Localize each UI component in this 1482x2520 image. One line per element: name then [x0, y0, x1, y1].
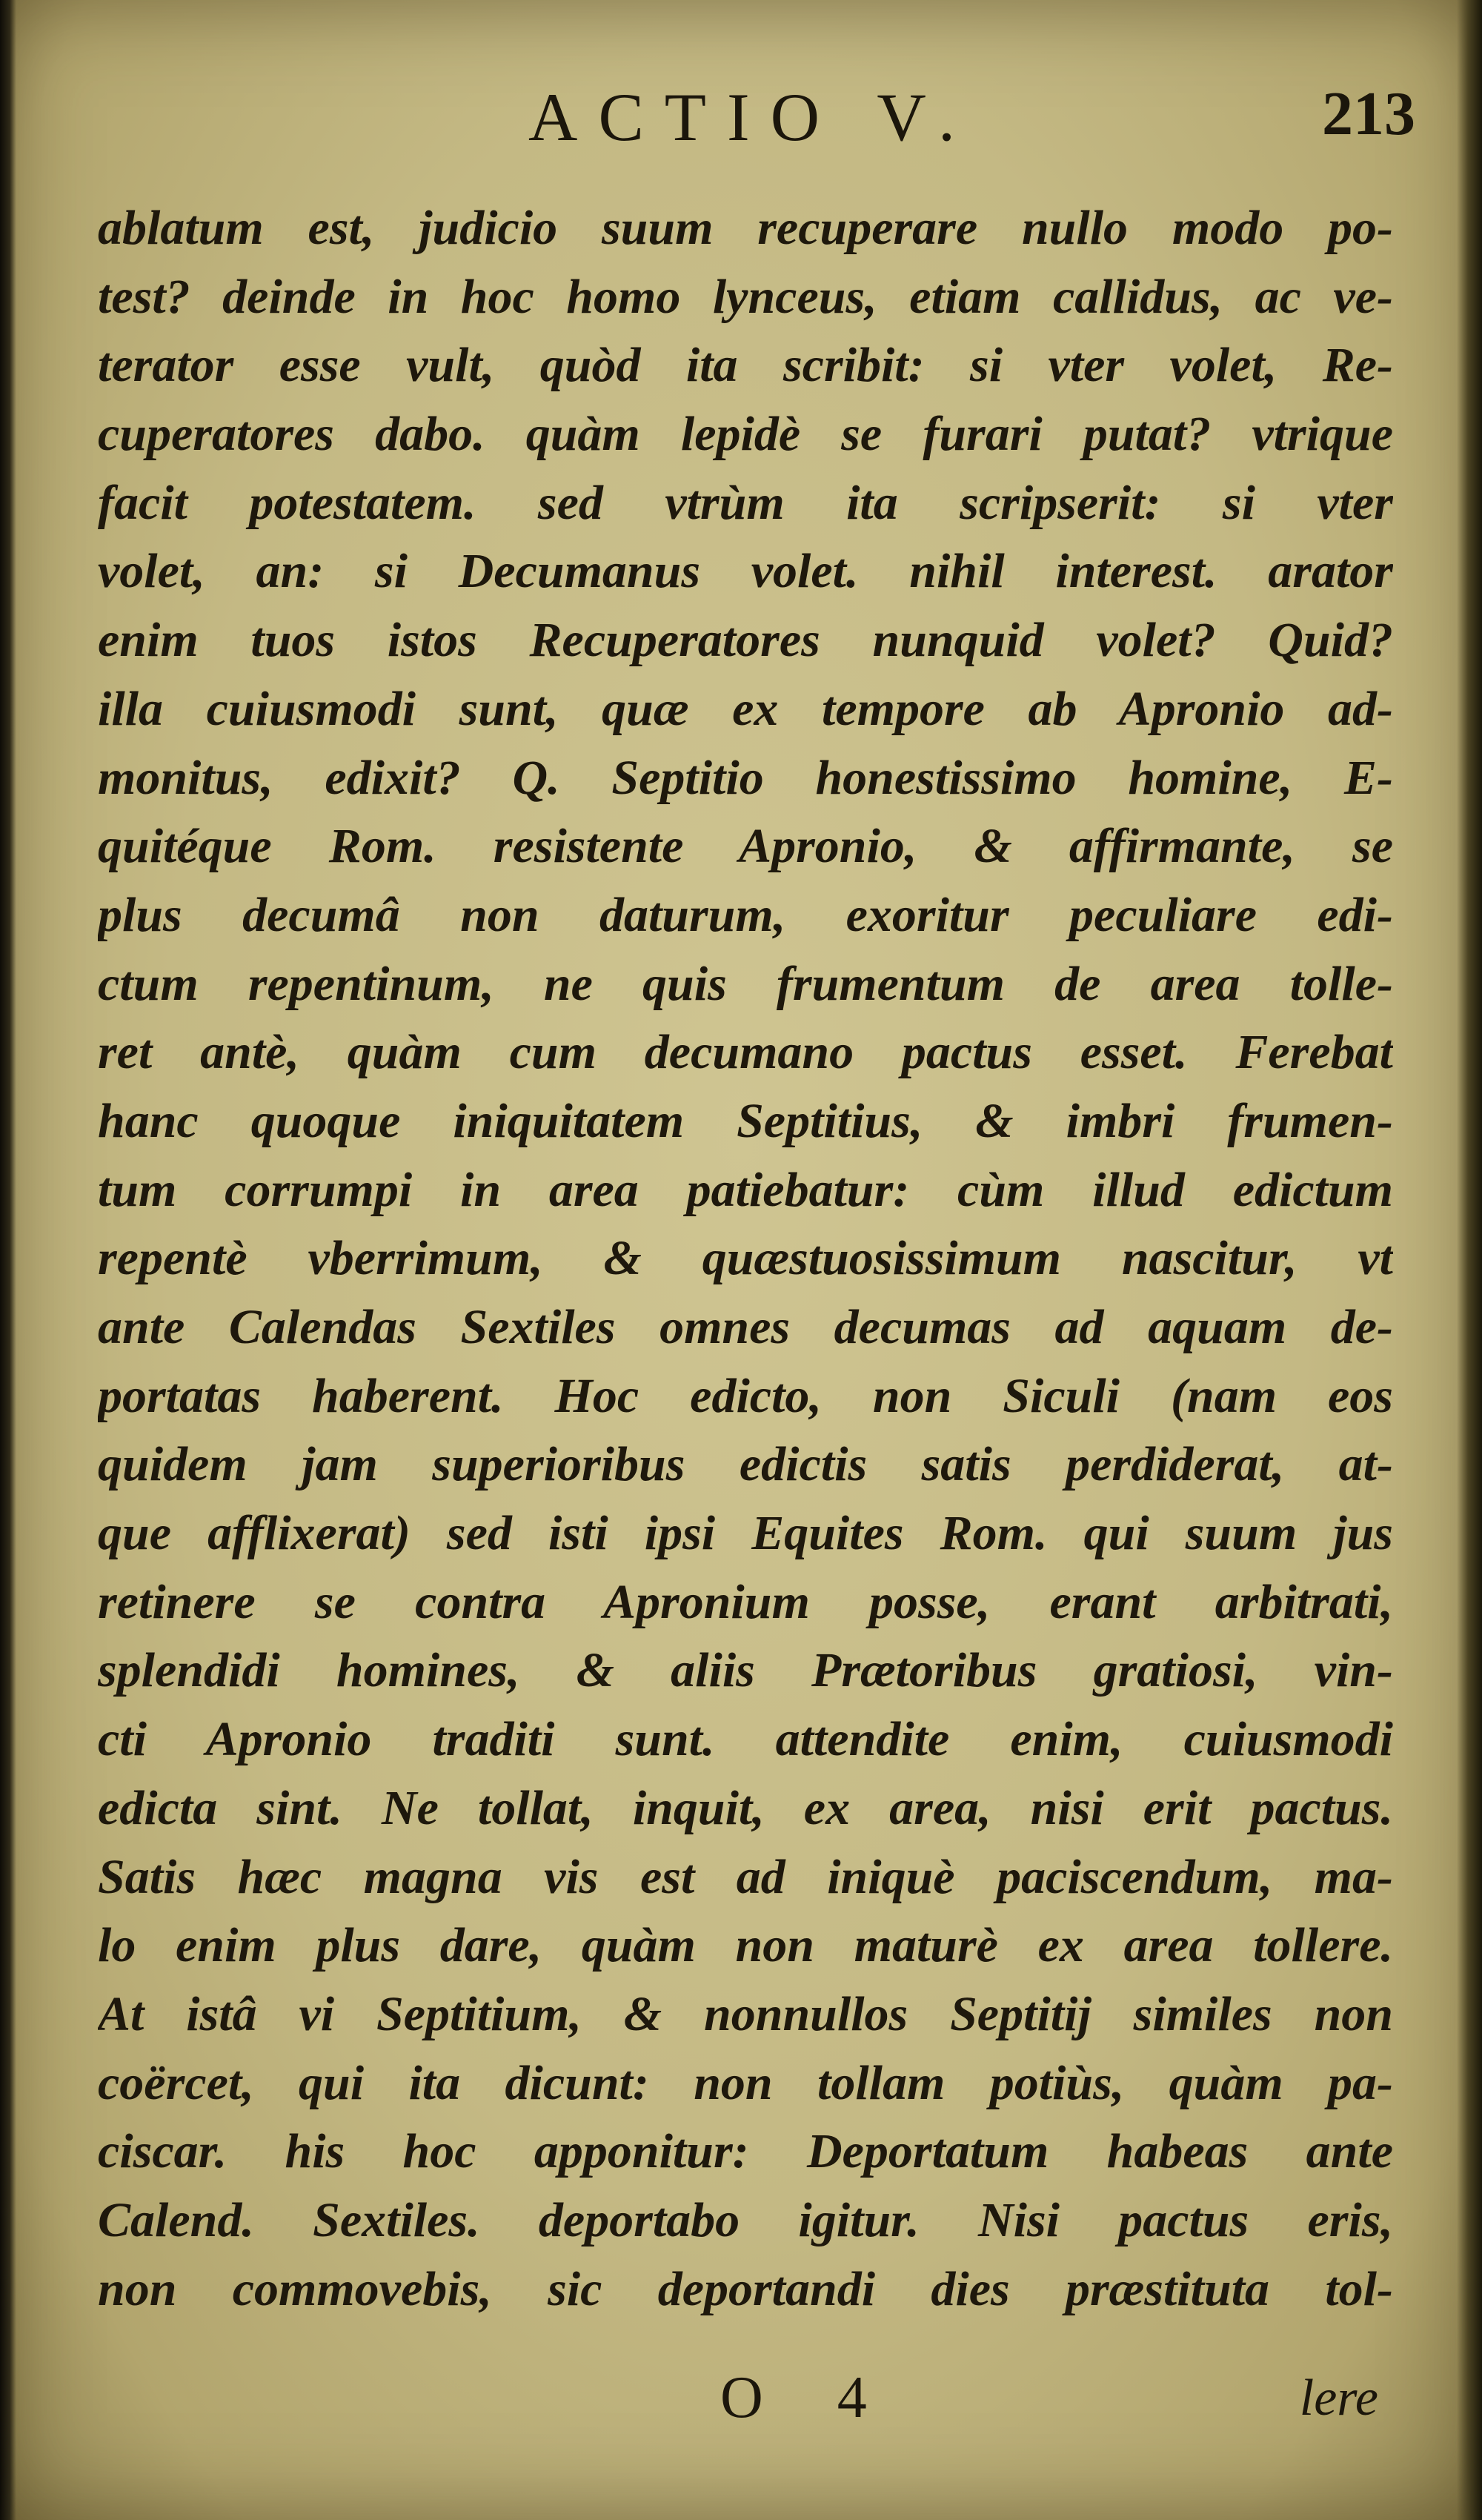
text-line: coërcet, qui ita dicunt: non tollam potiùs, quàm pa-: [98, 2055, 1393, 2110]
text-line: non commovebis, sic deportandi dies præstituta tol-: [98, 2261, 1393, 2316]
text-line: splendidi homines, & aliis Prætoribus gratiosi, vin-: [98, 1643, 1393, 1698]
text-line: edicta sint. Ne tollat, inquit, ex area, nisi erit pactus.: [98, 1780, 1393, 1835]
text-line: Calend. Sextiles. deportabo igitur. Nisi pactus eris,: [98, 2192, 1393, 2247]
text-line: hanc quoque iniquitatem Septitius, & imbri frumen-: [98, 1093, 1393, 1148]
running-title: ACTIO V.: [528, 79, 976, 155]
page-footer: [98, 2364, 1393, 2438]
text-line: monitus, edixit? Q. Septitio honestissimo homine, E-: [98, 750, 1393, 805]
text-line: ret antè, quàm cum decumano pactus esset. Ferebat: [98, 1025, 1393, 1080]
text-line: cuperatores dabo. quàm lepidè se furari putat? vtrique: [98, 407, 1393, 462]
text-line: portatas haberent. Hoc edicto, non Siculi (nam eos: [98, 1368, 1393, 1423]
text-line: repentè vberrimum, & quæstuosissimum nascitur, vt: [98, 1231, 1393, 1286]
text-line: que afflixerat) sed isti ipsi Equites Rom. qui suum jus: [98, 1506, 1393, 1561]
text-line: retinere se contra Apronium posse, erant arbitrati,: [98, 1574, 1393, 1629]
text-line: enim tuos istos Recuperatores nunquid volet? Quid?: [98, 613, 1393, 668]
text-line: At istâ vi Septitium, & nonnullos Septitij similes non: [98, 1986, 1393, 2041]
page-edge-right: [1457, 0, 1482, 2520]
text-line: plus decumâ non daturum, exoritur peculiare edi-: [98, 887, 1393, 942]
text-line: quidem jam superioribus edictis satis perdiderat, at-: [98, 1437, 1393, 1492]
text-line: test? deinde in hoc homo lynceus, etiam callidus, ac ve-: [98, 269, 1393, 324]
text-line: illa cuiusmodi sunt, quæ ex tempore ab Apronio ad-: [98, 681, 1393, 736]
signature-mark: O 4: [720, 2365, 897, 2430]
text-line: cti Apronio traditi sunt. attendite enim, cuiusmodi: [98, 1712, 1393, 1767]
text-line: quitéque Rom. resistente Apronio, & affirmante, se: [98, 819, 1393, 874]
text-line: tum corrumpi in area patiebatur: cùm illud edictum: [98, 1162, 1393, 1217]
text-line: facit potestatem. sed vtrùm ita scripserit: si vter: [98, 475, 1393, 530]
text-line: Satis hæc magna vis est ad iniquè paciscendum, ma-: [98, 1849, 1393, 1904]
body-text: [98, 194, 1393, 2324]
text-line: terator esse vult, quòd ita scribit: si vter volet, Re-: [98, 338, 1393, 393]
text-line: ablatum est, judicio suum recuperare nullo modo po-: [98, 201, 1393, 255]
page-header: [89, 78, 1415, 159]
text-line: ciscar. his hoc apponitur: Deportatum habeas ante: [98, 2124, 1393, 2179]
catchword: lere: [1299, 2370, 1378, 2427]
page-edge-left: [0, 0, 16, 2520]
text-line: ante Calendas Sextiles omnes decumas ad aquam de-: [98, 1300, 1393, 1354]
text-line: lo enim plus dare, quàm non maturè ex area tollere.: [98, 1918, 1393, 1973]
text-line: ctum repentinum, ne quis frumentum de area tolle-: [98, 956, 1393, 1011]
text-line: volet, an: si Decumanus volet. nihil interest. arator: [98, 544, 1393, 599]
page-number: 213: [1322, 79, 1415, 148]
